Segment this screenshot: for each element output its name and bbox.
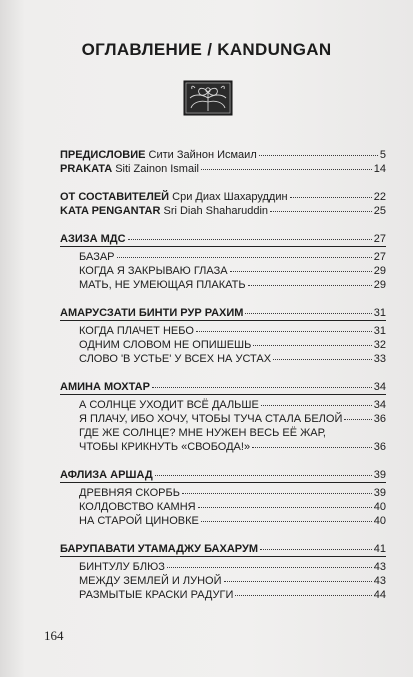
poem-title: МАТЬ, НЕ УМЕЮЩАЯ ПЛАКАТЬ: [79, 279, 246, 291]
poem-title: Я ПЛАЧУ, ИБО ХОЧУ, ЧТОБЫ ТУЧА СТАЛА БЕЛОЙ: [79, 413, 343, 425]
entry-heading: ПРЕДИСЛОВИЕ: [60, 149, 146, 161]
toc-poem-row: [60, 486, 386, 500]
toc-poem-row: [60, 398, 386, 412]
toc-poem-row: [60, 514, 386, 528]
author-name: БАРУПАВАТИ УТАМАДЖУ БАХАРУМ: [60, 543, 258, 555]
poem-title: ДРЕВНЯЯ СКОРБЬ: [79, 487, 180, 499]
poem-title: КОГДА ПЛАЧЕТ НЕБО: [79, 325, 194, 337]
entry-title: [79, 264, 228, 278]
entry-page: 39: [373, 487, 386, 499]
poem-title: ОДНИМ СЛОВОМ НЕ ОПИШЕШЬ: [79, 339, 252, 351]
floral-ornament-icon: [183, 80, 233, 116]
dot-leader: [259, 155, 378, 156]
entry-heading: ОТ СОСТАВИТЕЛЕЙ: [60, 191, 170, 203]
entry-page: 27: [373, 251, 386, 263]
entry-page: 44: [373, 589, 386, 601]
dot-leader: [201, 169, 372, 170]
dot-leader: [273, 359, 372, 360]
entry-title: [60, 380, 150, 394]
dot-leader: [248, 285, 372, 286]
toc-author-row: [60, 468, 386, 483]
toc-author-row: [60, 380, 386, 395]
entry-title: [60, 148, 257, 162]
toc-author-row: [60, 306, 386, 321]
toc-poem-row: [60, 574, 386, 588]
toc-author-row: [60, 542, 386, 557]
entry-page: 27: [373, 233, 386, 245]
poem-title: СЛОВО 'В УСТЬЕ' У ВСЕХ НА УСТАХ: [79, 353, 272, 365]
entry-title: [79, 426, 326, 440]
poem-title: ГДЕ ЖЕ СОЛНЦЕ? МНЕ НУЖЕН ВЕСЬ ЕЁ ЖАР,: [79, 427, 326, 439]
toc-poem-row: [60, 500, 386, 514]
toc-poem-row: [60, 426, 386, 440]
entry-title: [79, 412, 342, 426]
entry-title: [79, 574, 222, 588]
entry-title: [79, 500, 196, 514]
entry-author: Siti Zainon Ismail: [112, 163, 199, 175]
toc-author-row: [60, 232, 386, 247]
entry-page: 40: [373, 515, 386, 527]
dot-leader: [261, 405, 372, 406]
dot-leader: [252, 447, 372, 448]
entry-title: [60, 468, 153, 482]
entry-title: [79, 560, 165, 574]
toc-poem-row: [60, 588, 386, 602]
entry-page: 43: [373, 561, 386, 573]
entry-page: 32: [373, 339, 386, 351]
entry-page: 14: [373, 163, 386, 175]
entry-title: [79, 338, 251, 352]
entry-page: 40: [373, 501, 386, 513]
toc-poem-row: [60, 324, 386, 338]
poem-title: КОЛДОВСТВО КАМНЯ: [79, 501, 196, 513]
section-gap: [60, 292, 386, 306]
dot-leader: [196, 331, 372, 332]
entry-title: [79, 588, 233, 602]
entry-title: [60, 542, 258, 556]
entry-page: 29: [373, 279, 386, 291]
poem-title: БАЗАР: [79, 251, 115, 263]
entry-title: [79, 486, 180, 500]
section-gap: [60, 218, 386, 232]
entry-author: Сити Зайнон Исмаил: [145, 149, 257, 161]
toc-poem-row: [60, 338, 386, 352]
entry-title: [60, 232, 126, 246]
entry-author: Sri Diah Shaharuddin: [160, 205, 269, 217]
author-name: АЗИЗА МДС: [60, 233, 126, 245]
section-gap: [60, 176, 386, 190]
toc-poem-row: [60, 412, 386, 426]
dot-leader: [253, 345, 371, 346]
author-name: АМИНА МОХТАР: [60, 381, 150, 393]
toc-entry: [60, 162, 386, 176]
dot-leader: [230, 271, 372, 272]
entry-title: [60, 190, 288, 204]
toc-poem-row: [60, 440, 386, 454]
section-gap: [60, 366, 386, 380]
entry-page: 29: [373, 265, 386, 277]
dot-leader: [344, 419, 371, 420]
section-gap: [60, 528, 386, 542]
entry-page: 5: [379, 149, 386, 161]
dot-leader: [182, 493, 372, 494]
toc-entry: [60, 190, 386, 204]
toc-poem-row: [60, 352, 386, 366]
dot-leader: [201, 521, 372, 522]
entry-page: 34: [373, 399, 386, 411]
entry-title: [79, 352, 271, 366]
entry-page: 36: [373, 413, 386, 425]
page-title: ОГЛАВЛЕНИЕ / KANDUNGAN: [81, 40, 332, 59]
poem-title: А СОЛНЦЕ УХОДИТ ВСЁ ДАЛЬШЕ: [79, 399, 259, 411]
entry-page: 31: [373, 325, 386, 337]
entry-title: [79, 278, 246, 292]
entry-author: Сри Диах Шахаруддин: [169, 191, 288, 203]
dot-leader: [198, 507, 372, 508]
dot-leader: [128, 239, 372, 240]
toc-poem-row: [60, 560, 386, 574]
poem-title: ЧТОБЫ КРИКНУТЬ «СВОБОДА!»: [79, 441, 251, 453]
author-name: АМАРУСЗАТИ БИНТИ РУР РАХИМ: [60, 307, 244, 319]
table-of-contents: [60, 148, 386, 602]
dot-leader: [270, 211, 372, 212]
dot-leader: [152, 387, 372, 388]
toc-entry: [60, 204, 386, 218]
entry-title: [79, 250, 115, 264]
entry-title: [79, 514, 199, 528]
poem-title: БИНТУЛУ БЛЮЗ: [79, 561, 165, 573]
entry-page: 41: [373, 543, 386, 555]
entry-page: 36: [373, 441, 386, 453]
dot-leader: [117, 257, 372, 258]
entry-title: [79, 398, 259, 412]
poem-title: НА СТАРОЙ ЦИНОВКЕ: [79, 515, 199, 527]
entry-heading: KATA PENGANTAR: [60, 205, 161, 217]
entry-page: 39: [373, 469, 386, 481]
dot-leader: [167, 567, 372, 568]
entry-title: [60, 162, 199, 176]
entry-page: 43: [373, 575, 386, 587]
poem-title: МЕЖДУ ЗЕМЛЕЙ И ЛУНОЙ: [79, 575, 222, 587]
toc-poem-row: [60, 250, 386, 264]
entry-page: 31: [373, 307, 386, 319]
entry-page: 34: [373, 381, 386, 393]
toc-entry: [60, 148, 386, 162]
dot-leader: [260, 549, 372, 550]
dot-leader: [235, 595, 371, 596]
poem-title: РАЗМЫТЫЕ КРАСКИ РАДУГИ: [79, 589, 234, 601]
dot-leader: [155, 475, 372, 476]
entry-title: [60, 204, 268, 218]
section-gap: [60, 454, 386, 468]
author-name: АФЛИЗА АРШАД: [60, 469, 153, 481]
dot-leader: [224, 581, 372, 582]
entry-title: [79, 440, 250, 454]
entry-page: 22: [373, 191, 386, 203]
page-number: 164: [44, 628, 64, 643]
toc-poem-row: [60, 278, 386, 292]
dot-leader: [290, 197, 372, 198]
entry-page: 33: [373, 353, 386, 365]
entry-title: [60, 306, 243, 320]
entry-title: [79, 324, 194, 338]
toc-poem-row: [60, 264, 386, 278]
poem-title: КОГДА Я ЗАКРЫВАЮ ГЛАЗА: [79, 265, 228, 277]
entry-page: 25: [373, 205, 386, 217]
entry-heading: PRAKATA: [60, 163, 113, 175]
dot-leader: [245, 313, 371, 314]
